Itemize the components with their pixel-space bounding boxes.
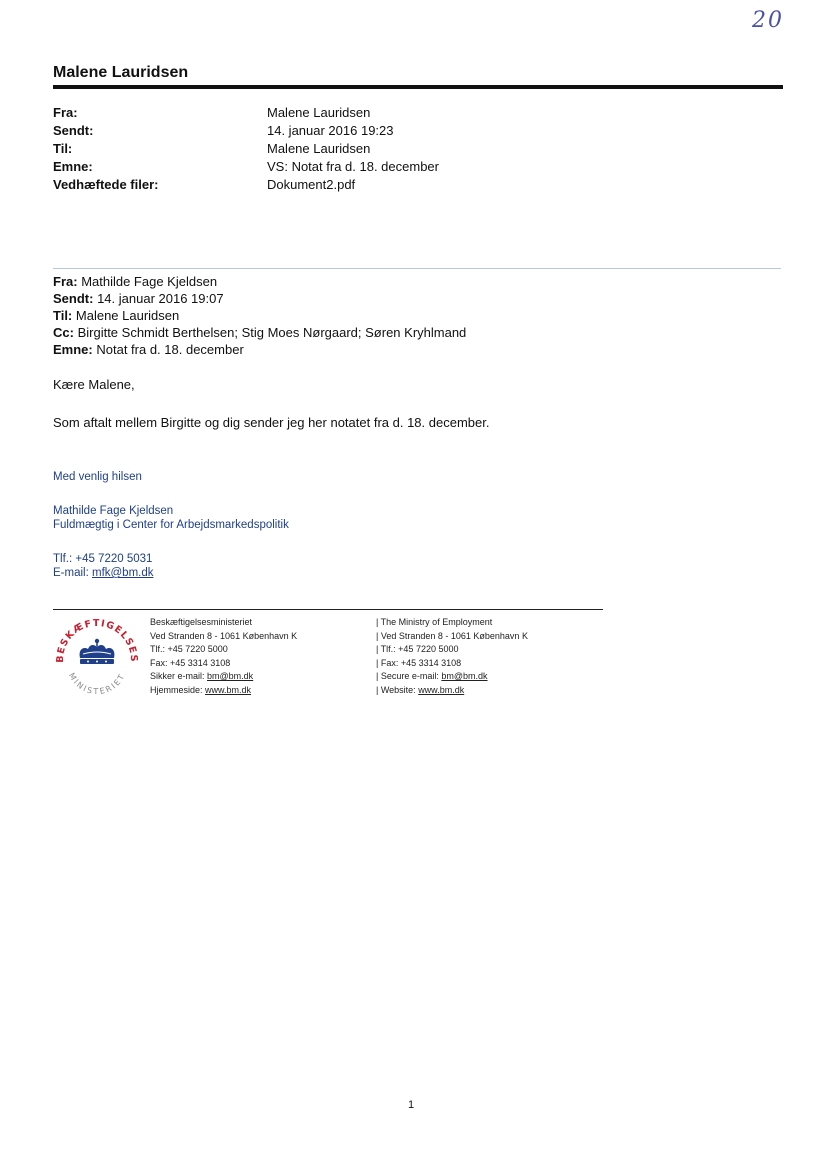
footer-address: | Ved Stranden 8 - 1061 København K	[376, 630, 528, 641]
footer-rule	[53, 609, 603, 610]
forwarded-subject	[53, 342, 753, 359]
greeting: Kære Malene,	[53, 377, 135, 392]
signature-closing: Med venlig hilsen	[53, 471, 142, 483]
signature-email-link[interactable]: mfk@bm.dk	[91, 567, 154, 579]
ministry-logo	[53, 614, 141, 702]
handwritten-page-number: 20	[752, 8, 784, 33]
forwarded-value: 14. januar 2016 19:07	[97, 291, 224, 306]
footer-web-label: | Website:	[376, 684, 419, 695]
signature-name: Mathilde Fage Kjeldsen	[53, 505, 174, 517]
forwarded-value: Malene Lauridsen	[75, 308, 180, 323]
attachment-filename[interactable]: Dokument2.pdf	[267, 177, 356, 192]
header-label: Vedhæftede filer:	[53, 177, 159, 192]
signature-title: Fuldmægtig i Center for Arbejdsmarkedspolitik	[53, 519, 289, 531]
header-row-subject	[53, 159, 653, 177]
mailbox-owner-name: Malene Lauridsen	[53, 64, 189, 81]
footer-web-label: Hjemmeside:	[150, 684, 206, 695]
header-value: Malene Lauridsen	[267, 105, 371, 120]
footer-web-link[interactable]: www.bm.dk	[205, 684, 252, 695]
header-value: 14. januar 2016 19:23	[267, 123, 394, 138]
header-value: Malene Lauridsen	[267, 141, 371, 156]
header-label: Sendt:	[53, 123, 94, 138]
header-row-sent	[53, 123, 653, 141]
footer-phone: Tlf.: +45 7220 5000	[150, 644, 228, 655]
forwarded-label: Cc:	[53, 325, 74, 340]
forward-separator	[53, 268, 781, 269]
forwarded-value: Birgitte Schmidt Berthelsen; Stig Moes Nørgaard; Søren Kryhlmand	[77, 325, 467, 340]
footer-org: Beskæftigelsesministeriet	[150, 617, 253, 627]
forwarded-label: Til:	[53, 308, 73, 323]
header-label: Emne:	[53, 159, 93, 174]
header-value: VS: Notat fra d. 18. december	[267, 159, 439, 174]
footer-fax: | Fax: +45 3314 3108	[376, 657, 462, 668]
crown-icon	[80, 639, 115, 664]
footer-danish	[150, 616, 297, 698]
forwarded-value: Mathilde Fage Kjeldsen	[81, 274, 218, 289]
header-row-to	[53, 141, 653, 159]
forwarded-label: Emne:	[53, 342, 93, 357]
signature-email-line	[53, 567, 154, 579]
footer-phone: | Tlf.: +45 7220 5000	[376, 644, 459, 655]
forwarded-label: Fra:	[53, 274, 78, 289]
forwarded-sent	[53, 291, 753, 308]
logo-bottom-text: MINISTERIET	[66, 671, 128, 697]
forwarded-cc	[53, 325, 753, 342]
footer-english	[376, 616, 528, 698]
footer-org: | The Ministry of Employment	[376, 617, 493, 627]
footer-email-line	[376, 670, 528, 684]
footer-email-link[interactable]: bm@bm.dk	[207, 671, 254, 682]
footer-web-link[interactable]: www.bm.dk	[418, 684, 465, 695]
footer-web-line	[150, 684, 297, 698]
header-rule	[53, 85, 783, 89]
header-label: Fra:	[53, 105, 78, 120]
header-row-attachments	[53, 177, 653, 195]
footer-email-line	[150, 670, 297, 684]
page-number: 1	[408, 1099, 415, 1111]
logo-top-text: BESKÆFTIGELSES	[54, 617, 140, 663]
footer-web-line	[376, 684, 528, 698]
message-body: Som aftalt mellem Birgitte og dig sender jeg her notatet fra d. 18. december.	[53, 415, 490, 430]
header-label: Til:	[53, 141, 73, 156]
footer-email-label: Sikker e-mail:	[150, 671, 208, 682]
forwarded-value: Notat fra d. 18. december	[96, 342, 244, 357]
footer-email-link[interactable]: bm@bm.dk	[441, 671, 488, 682]
footer-email-label: | Secure e-mail:	[376, 671, 442, 682]
forwarded-from	[53, 274, 753, 291]
forwarded-to	[53, 308, 753, 325]
signature-phone: Tlf.: +45 7220 5031	[53, 553, 153, 565]
header-row-from	[53, 105, 653, 123]
forwarded-label: Sendt:	[53, 291, 94, 306]
footer-address: Ved Stranden 8 - 1061 København K	[150, 630, 298, 641]
signature-email-label: E-mail:	[53, 567, 92, 579]
footer-fax: Fax: +45 3314 3108	[150, 657, 231, 668]
